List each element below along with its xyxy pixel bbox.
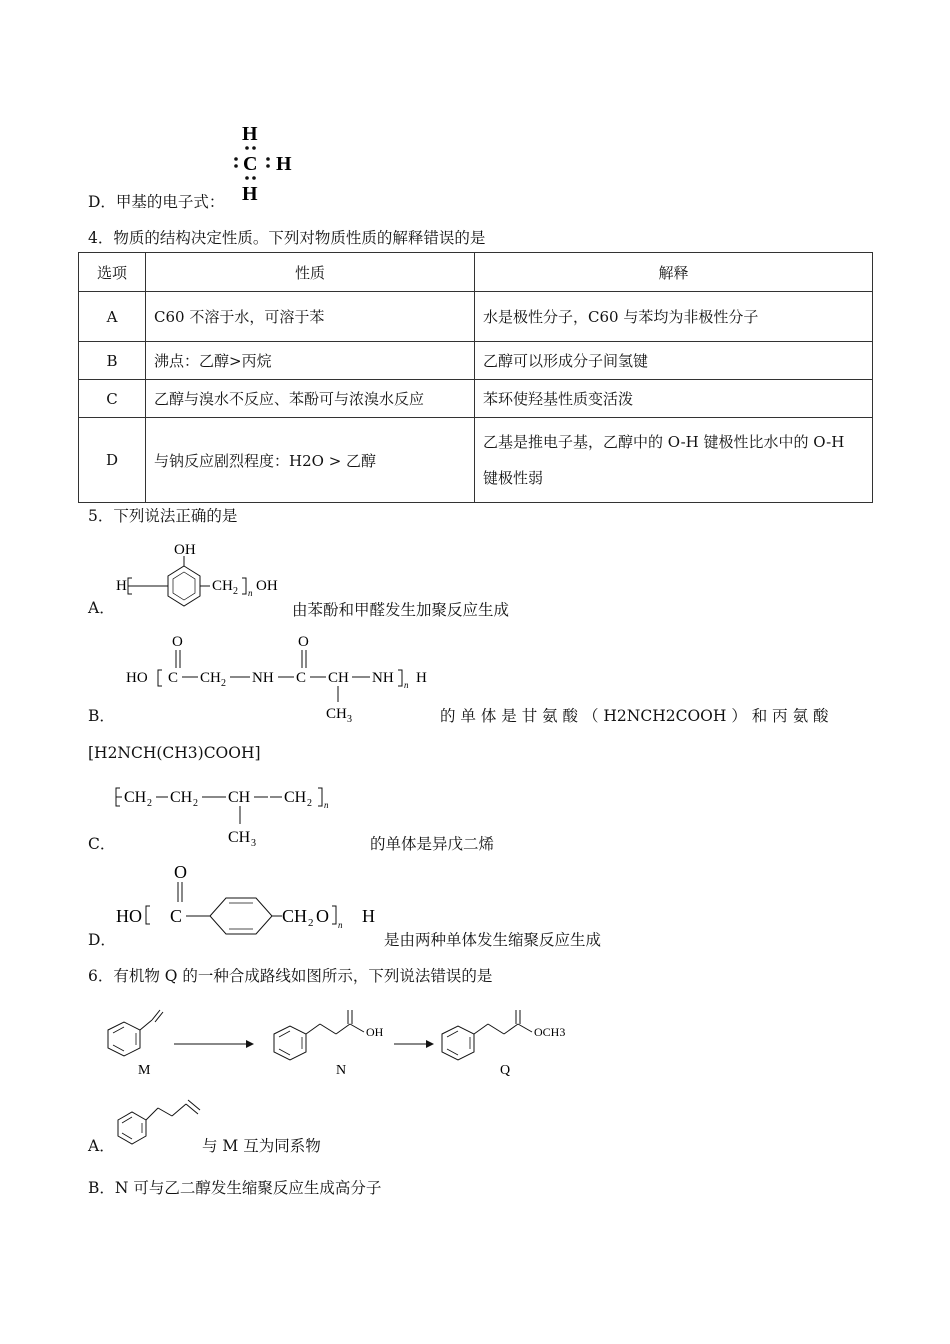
methyl-electron-formula — [228, 120, 308, 210]
svg-text:C: C — [170, 906, 183, 926]
q5-option-c-text: 的单体是异戊二烯 — [370, 835, 495, 853]
svg-text:2: 2 — [307, 798, 312, 809]
row-option: D — [79, 418, 146, 503]
polyester-structure — [112, 858, 392, 948]
label-m: M — [138, 1063, 151, 1078]
table-row — [79, 292, 873, 342]
svg-text:HO: HO — [126, 670, 148, 686]
row-explanation: 乙醇可以形成分子间氢键 — [475, 342, 873, 380]
row-property: 乙醇与溴水不反应、苯酚可与浓溴水反应 — [146, 380, 475, 418]
svg-text:O: O — [174, 862, 187, 882]
row-explanation: 苯环使羟基性质变活泼 — [475, 380, 873, 418]
svg-text:CH: CH — [228, 829, 251, 846]
q4-table — [78, 252, 873, 503]
svg-text:n: n — [404, 680, 409, 690]
header-option: 选项 — [79, 253, 146, 292]
q5-stem: 5．下列说法正确的是 — [88, 507, 238, 525]
row-option: B — [79, 342, 146, 380]
svg-text:n: n — [248, 588, 253, 598]
q3-option-d: D．甲基的电子式： — [88, 193, 225, 211]
svg-text:OH: OH — [256, 578, 278, 594]
table-header-row — [79, 253, 873, 292]
svg-text:2: 2 — [308, 917, 314, 929]
svg-text:n: n — [338, 920, 343, 930]
row-property: C60 不溶于水，可溶于苯 — [146, 292, 475, 342]
row-explanation: 水是极性分子，C60 与苯均为非极性分子 — [475, 292, 873, 342]
svg-text:O: O — [172, 634, 183, 650]
svg-text:H: H — [362, 906, 375, 926]
q4-stem: 4．物质的结构决定性质。下列对物质性质的解释错误的是 — [88, 229, 486, 247]
svg-text:CH: CH — [228, 789, 251, 806]
methyl-h-top: H — [242, 123, 258, 145]
svg-text:CH: CH — [200, 670, 221, 686]
row-option: C — [79, 380, 146, 418]
phenylbutene-structure — [112, 1094, 212, 1154]
table-row — [79, 380, 873, 418]
q5-option-a-label: A． — [88, 599, 115, 617]
svg-text:O: O — [298, 634, 309, 650]
q5-option-c-label: C． — [88, 835, 116, 853]
header-explanation: 解释 — [475, 253, 873, 292]
row-option: A — [79, 292, 146, 342]
label-q: Q — [500, 1063, 511, 1078]
label-n: N — [336, 1063, 347, 1078]
phenolic-resin-structure — [112, 536, 292, 616]
svg-text:CH: CH — [326, 706, 347, 722]
q5-option-d-text: 是由两种单体发生缩聚反应生成 — [384, 931, 602, 949]
svg-text:O: O — [316, 906, 329, 926]
q5-option-b-text2: [H2NCH(CH3)COOH] — [88, 744, 261, 762]
q5-option-b-text: 的 单 体 是 甘 氨 酸 （ H2NCH2COOH ） 和 丙 氨 酸 — [440, 707, 829, 725]
svg-text:CH: CH — [212, 578, 233, 594]
methyl-c: C — [243, 153, 258, 175]
label-och3: OCH3 — [534, 1025, 566, 1039]
svg-text:CH: CH — [170, 789, 193, 806]
svg-text:2: 2 — [147, 798, 152, 809]
svg-text:NH: NH — [372, 670, 394, 686]
q6-option-a-text: 与 M 互为同系物 — [202, 1137, 321, 1155]
q6-option-b: B．N 可与乙二醇发生缩聚反应生成高分子 — [88, 1179, 382, 1197]
svg-text:OH: OH — [174, 542, 196, 558]
polypeptide-structure — [122, 630, 442, 725]
q5-option-b-label: B． — [88, 707, 115, 725]
row-property: 沸点：乙醇>丙烷 — [146, 342, 475, 380]
header-property: 性质 — [146, 253, 475, 292]
svg-text:2: 2 — [193, 798, 198, 809]
svg-text:CH: CH — [328, 670, 349, 686]
svg-text:H: H — [116, 578, 127, 594]
svg-text:2: 2 — [221, 678, 226, 689]
q5-option-d-label: D． — [88, 931, 116, 949]
svg-text:CH: CH — [282, 906, 308, 926]
svg-text:3: 3 — [347, 714, 352, 725]
svg-text:CH: CH — [124, 789, 147, 806]
row-explanation: 乙基是推电子基，乙醇中的 O-H 键极性比水中的 O-H 键极性弱 — [475, 418, 873, 503]
methyl-h-right: H — [276, 153, 292, 175]
svg-text:NH: NH — [252, 670, 274, 686]
svg-text:CH: CH — [284, 789, 307, 806]
svg-text:2: 2 — [233, 586, 238, 597]
synthesis-route-diagram — [86, 1004, 586, 1084]
table-row — [79, 418, 873, 503]
q5-option-a-text: 由苯酚和甲醛发生加聚反应生成 — [292, 601, 510, 619]
table-row — [79, 342, 873, 380]
svg-text:n: n — [324, 800, 329, 810]
methyl-h-bottom: H — [242, 183, 258, 205]
svg-text:C: C — [296, 670, 307, 686]
q6-option-a-label: A． — [88, 1137, 115, 1155]
label-oh: OH — [366, 1025, 384, 1039]
svg-text:HO: HO — [116, 906, 142, 926]
svg-text:3: 3 — [251, 838, 256, 849]
row-property: 与钠反应剧烈程度：H2O > 乙醇 — [146, 418, 475, 503]
svg-text:H: H — [416, 670, 427, 686]
polyisoprene-structure — [112, 780, 352, 850]
q6-stem: 6．有机物 Q 的一种合成路线如图所示，下列说法错误的是 — [88, 967, 493, 985]
svg-text:C: C — [168, 670, 179, 686]
